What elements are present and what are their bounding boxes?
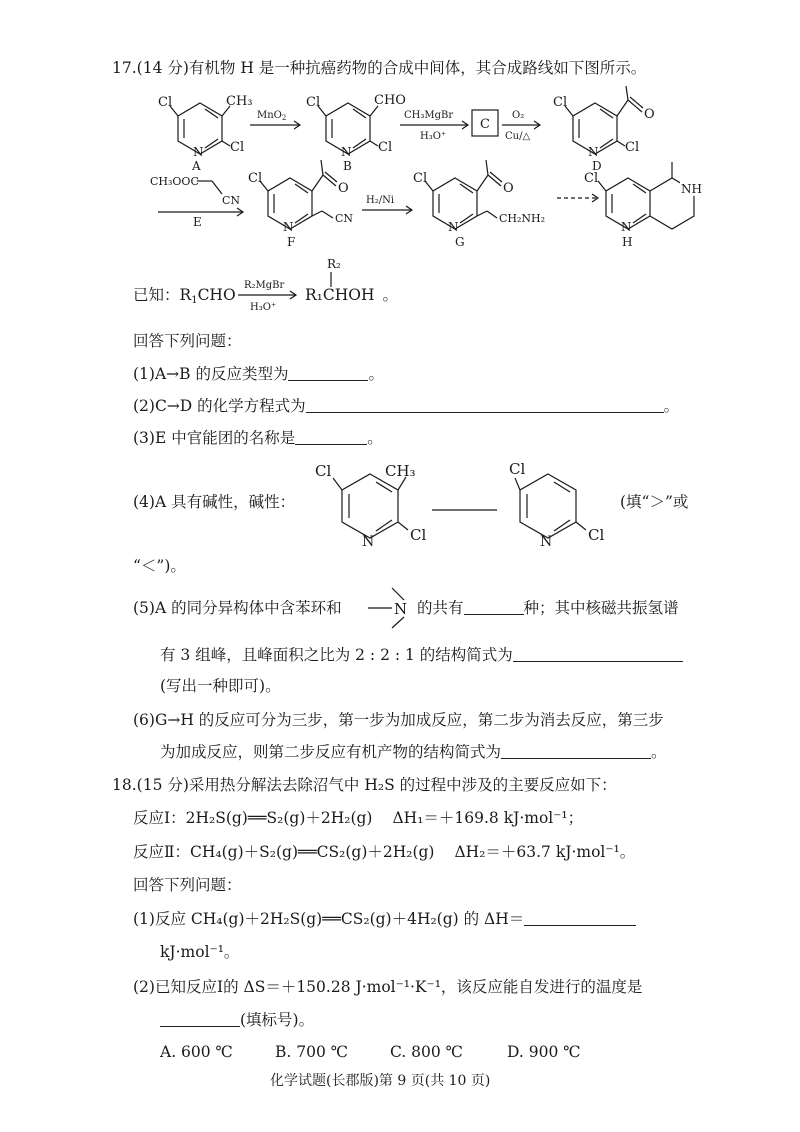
answer-blank[interactable] (513, 645, 683, 662)
q18-reaction-1: 反应Ⅰ：2H₂S(g)══S₂(g)＋2H₂(g) ΔH₁＝＋169.8 kJ·mol⁻¹； (133, 809, 584, 827)
q17-intro: 回答下列问题： (133, 332, 242, 350)
atom-ch3: CH₃ (226, 94, 253, 109)
q17-part5-pre: (5)A 的同分异构体中含苯环和 (133, 599, 342, 617)
atom-n: N (193, 145, 204, 159)
q17-part2: (2)C→D 的化学方程式为 。 (133, 397, 680, 415)
known-prefix: 已知：$R_1CHO$ (133, 286, 236, 306)
atom-cl: Cl (553, 95, 568, 110)
q18-part1-unit: kJ·mol⁻¹。 (160, 943, 240, 961)
q17-part6-line1: (6)G→H 的反应可分为三步，第一步为加成反应，第二步为消去反应，第三步 (133, 711, 664, 729)
q17-part4-cont: “＜”)。 (133, 557, 186, 575)
atom-n: N (283, 220, 294, 234)
atom-n: N (540, 534, 553, 550)
answer-blank[interactable] (464, 598, 524, 615)
known-rhs: R₁CHOH 。 (305, 286, 399, 304)
atom-ch2nh2: CH₂NH₂ (499, 212, 546, 225)
atom-nh: NH (681, 182, 702, 196)
atom-cl: Cl (230, 140, 245, 155)
q18-number: 18. (112, 776, 137, 794)
atom-ch3: CH₃ (385, 462, 416, 480)
reagent-h3o: H₃O⁺ (420, 131, 447, 142)
label-f: F (287, 235, 296, 249)
atom-o: O (644, 107, 655, 122)
q18-part1: (1)反应 CH₄(g)＋2H₂S(g)══CS₂(g)＋4H₂(g) 的 ΔH＝ (133, 909, 636, 929)
reagent-ch3ooc: CH₃OOC (150, 175, 199, 188)
atom-cl: Cl (584, 171, 599, 186)
label-c: C (480, 117, 490, 132)
q17-part5-line3: (写出一种即可)。 (160, 677, 281, 695)
q17-part3: (3)E 中官能团的名称是 。 (133, 429, 383, 447)
q18-reaction-2: 反应Ⅱ：CH₄(g)＋S₂(g)══CS₂(g)＋2H₂(g) ΔH₂＝＋63.7 kJ·mol⁻¹。 (133, 843, 636, 861)
label-b: B (343, 159, 352, 173)
q18-option-a[interactable]: A. 600 ℃ (160, 1043, 233, 1061)
reagent-cu: Cu/△ (505, 131, 531, 142)
atom-n: N (394, 600, 408, 618)
q17-part1: (1)A→B 的反应类型为 。 (133, 365, 384, 383)
q18-option-b[interactable]: B. 700 ℃ (275, 1043, 349, 1061)
q17-part4-fill: (填“＞”或 (620, 493, 689, 511)
atom-cn: CN (335, 212, 354, 225)
q17-number: 17. (112, 59, 137, 77)
atom-cl: Cl (588, 526, 605, 544)
atom-o: O (338, 181, 349, 196)
q18-stem: 采用热分解法去除沼气中 H₂S 的过程中涉及的主要反应如下： (188, 776, 617, 794)
label-d: D (592, 159, 602, 173)
page-footer: 化学试题(长郡版)第 9 页(共 10 页) (270, 1073, 491, 1089)
q17-stem: 有机物 H 是一种抗癌药物的合成中间体，其合成路线如下图所示。 (188, 59, 647, 77)
atom-cl: Cl (378, 140, 393, 155)
atom-n: N (362, 534, 375, 550)
label-g: G (455, 235, 465, 249)
answer-blank[interactable] (501, 742, 651, 759)
reagent-o2: O₂ (512, 110, 525, 121)
label-h: H (622, 235, 633, 249)
q18-intro: 回答下列问题： (133, 876, 242, 894)
atom-cl: Cl (248, 171, 263, 186)
atom-n: N (621, 220, 632, 234)
atom-cl: Cl (158, 95, 173, 110)
q17-part6-line2: 为加成反应，则第二步反应有机产物的结构简式为 。 (160, 743, 667, 761)
atom-cl: Cl (315, 462, 332, 480)
atom-cl: Cl (306, 95, 321, 110)
q17-points: (14 分) (136, 59, 189, 77)
atom-n: N (341, 145, 352, 159)
atom-cl: Cl (625, 140, 640, 155)
q18-part2: (2)已知反应Ⅰ的 ΔS＝＋150.28 J·mol⁻¹·K⁻¹，该反应能自发进行的温度是 (133, 978, 643, 996)
reagent-ch3mgbr: CH₃MgBr (404, 110, 454, 121)
q17-part5-line2: 有 3 组峰，且峰面积之比为 2 : 2 : 1 的结构简式为 (160, 645, 683, 665)
atom-o: O (503, 181, 514, 196)
label-a: A (192, 159, 201, 173)
known-reagent-top: R₂MgBr (244, 280, 285, 291)
q17-part5-mid: 的共有 种；其中核磁共振氢谱 (417, 599, 679, 617)
answer-blank[interactable] (160, 1010, 240, 1027)
atom-cl: Cl (413, 171, 428, 186)
q18-points: (15 分) (136, 776, 189, 794)
known-lhs: $R_1CHO$ (179, 286, 236, 306)
q18-part2-blank: (填标号)。 (160, 1010, 314, 1030)
q18-option-c[interactable]: C. 800 ℃ (390, 1043, 464, 1061)
atom-cl: Cl (410, 526, 427, 544)
atom-cn: CN (222, 194, 241, 207)
atom-n: N (588, 145, 599, 159)
q18-option-d[interactable]: D. 900 ℃ (507, 1043, 581, 1061)
answer-blank[interactable] (524, 909, 636, 926)
reagent-h2ni: H₂/Ni (366, 195, 395, 206)
q18-header (112, 775, 617, 795)
atom-cl: Cl (509, 460, 526, 478)
atom-cho: CHO (374, 93, 406, 108)
reagent-mno2: MnO$_2$ (257, 110, 287, 122)
known-reagent-bottom: H₃O⁺ (250, 302, 277, 313)
label-e: E (193, 215, 202, 229)
q17-part4-pre: (4)A 具有碱性，碱性： (133, 493, 296, 511)
known-r2: R₂ (327, 257, 341, 271)
atom-n: N (448, 220, 459, 234)
